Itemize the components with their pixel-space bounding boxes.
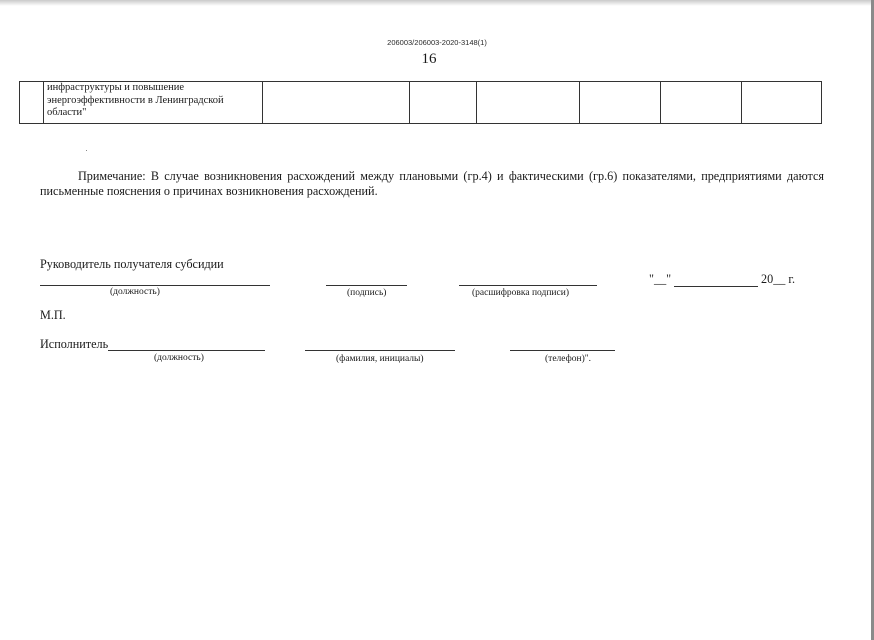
cell-text-line: инфраструктуры и повышение [47,82,185,93]
executor-name-caption: (фамилия, инициалы) [336,354,424,364]
signature-line [326,285,407,286]
cell-text-line: энергоэффективности в Ленинградской [47,94,224,106]
date-year: 20__ г. [761,272,796,286]
executor-position-caption: (должность) [154,353,204,363]
head-title: Руководитель получателя субсидии [40,257,224,271]
cell-text-line: области" [47,107,87,118]
executor-position-line [108,350,265,351]
date-month-line [674,286,758,287]
table-cell [742,82,822,124]
stamp-label: М.П. [40,308,66,322]
executor-name-line [305,350,455,351]
document-id: 206003/206003-2020-3148(1) [387,38,487,47]
executor-phone-line [510,350,615,351]
table-cell [477,82,580,124]
table-cell-index [20,82,44,124]
scan-speck [86,150,87,151]
note-paragraph [40,169,824,199]
page-number: 16 [421,51,437,67]
note-line-2: письменные пояснения о причинах возникновения расхождений. [40,184,378,198]
decoding-line [459,285,597,286]
continuation-table [19,81,822,124]
date-day: "__" [649,272,672,286]
table-row [20,82,822,124]
table-cell [410,82,477,124]
table-cell [263,82,410,124]
position-line [40,285,270,286]
scan-top-edge [0,0,874,6]
table-cell [661,82,742,124]
executor-label: Исполнитель [40,337,109,351]
executor-phone-caption: (телефон)". [545,354,592,364]
signature-caption: (подпись) [347,288,387,298]
table-cell-name [44,82,263,124]
decoding-caption: (расшифровка подписи) [472,288,569,298]
position-caption: (должность) [110,287,160,297]
note-line-1: Примечание: В случае возникновения расхождений между плановыми (гр.4) и фактическими (гр.6) показателями, предприятиями даются [78,169,824,183]
table-cell [580,82,661,124]
